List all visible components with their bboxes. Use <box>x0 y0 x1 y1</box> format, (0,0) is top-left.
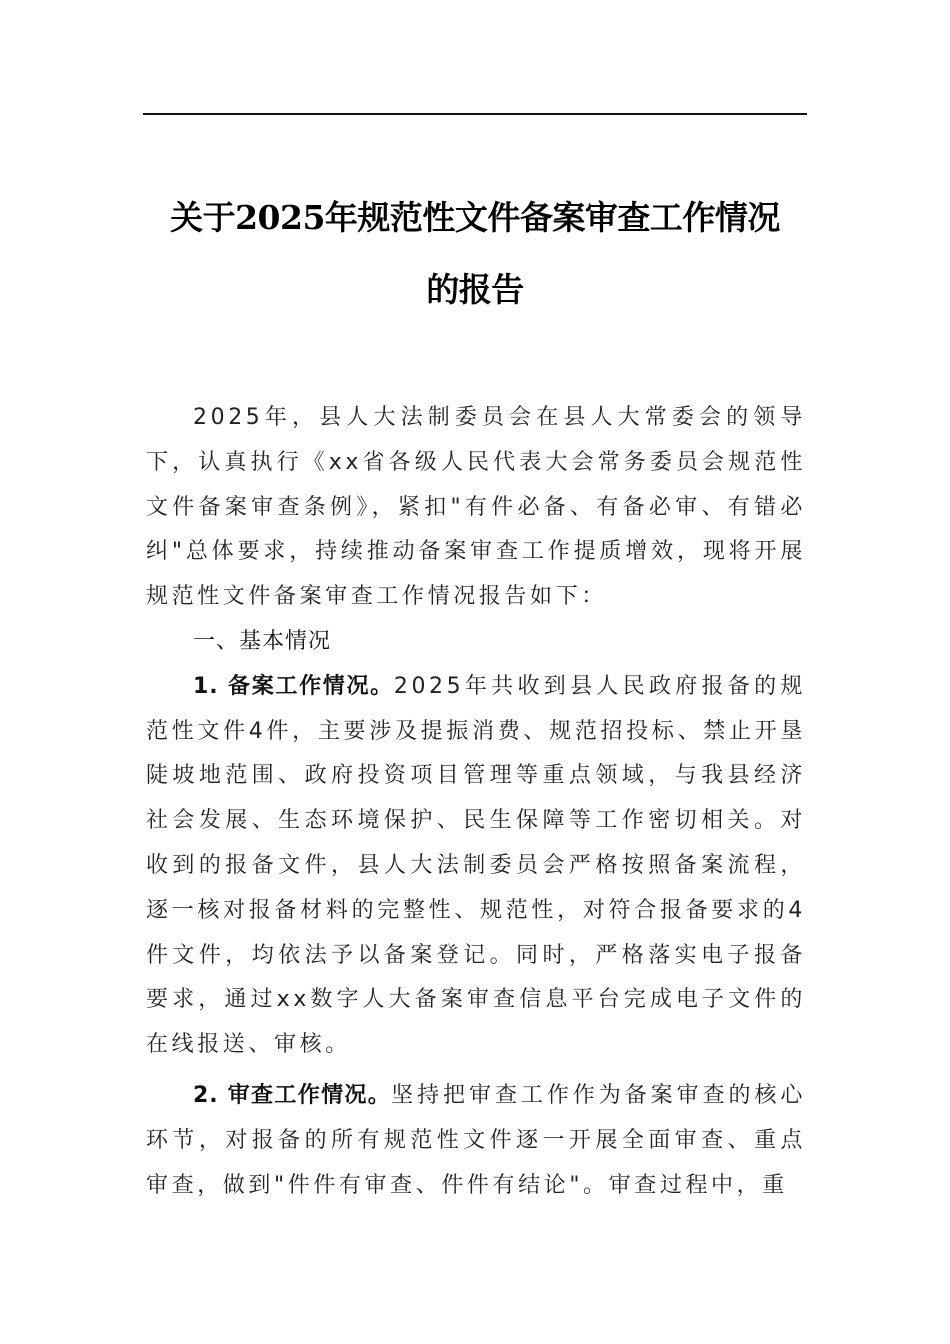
item-review-work <box>146 1074 806 1208</box>
item-lead-review: 2. 审查工作情况。 <box>193 1082 392 1108</box>
item-lead-filing: 1. 备案工作情况。 <box>193 673 394 699</box>
item-text-filing: 2025年共收到县人民政府报备的规范性文件4件，主要涉及提振消费、规范招投标、禁止开垦陡坡地范围、政府投资项目管理等重点领域，与我县经济社会发展、生态环境保护、民生保障等工作密切相关。对收到的报备文件，县人大法制委员会严格按照备案流程，逐一核对报备材料的完整性、规范性，对符合报备要求的4件文件，均依法予以备案登记。同时，严格落实电子报备要求，通过xx数字人大备案审查信息平台完成电子文件的在线报送、审核。 <box>146 673 806 1058</box>
document-title-line2: 的报告 <box>426 270 524 309</box>
section-heading-basic-situation: 一、基本情况 <box>193 628 332 654</box>
header-rule <box>143 113 807 115</box>
document-body <box>146 396 806 1208</box>
item-filing-work <box>146 665 806 1068</box>
document-title-line1: 关于2025年规范性文件备案审查工作情况 <box>170 198 780 237</box>
intro-paragraph: 2025年，县人大法制委员会在县人大常委会的领导下，认真执行《xx省各级人民代表大会常务委员会规范性文件备案审查条例》，紧扣"有件必备、有备必审、有错必纠"总体要求，持续推动备案审查工作提质增效，现将开展规范性文件备案审查工作情况报告如下： <box>146 405 807 610</box>
item-text-review: 坚持把审查工作作为备案审查的核心环节，对报备的所有规范性文件逐一开展全面审查、重点审查，做到"件件有审查、件件有结论"。审查过程中，重 <box>146 1082 806 1198</box>
